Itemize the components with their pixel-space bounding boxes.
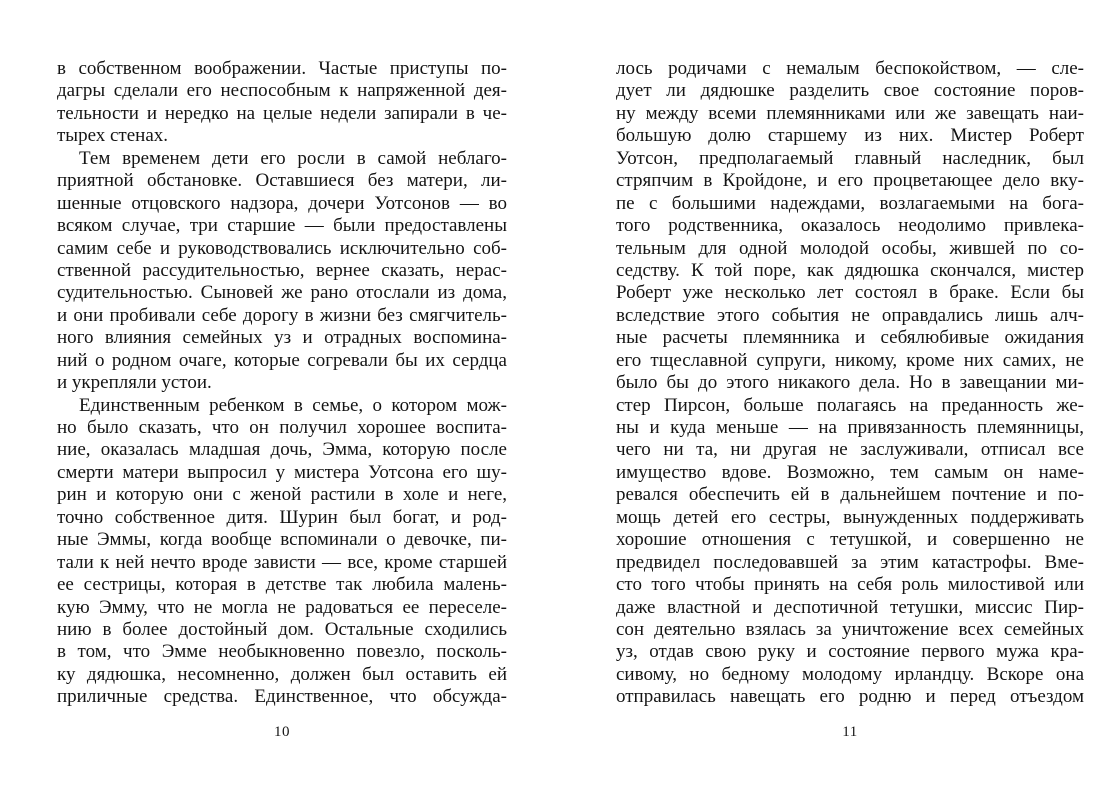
text-line-content: всяком случае, три старшие — были предоставлены [57, 215, 507, 237]
text-line-content: чего ни та, ни другая не заслуживали, отписал все [616, 439, 1084, 461]
text-line [57, 170, 507, 192]
text-line [57, 462, 507, 484]
text-line-content: ные Эммы, когда вообще вспоминали о девочке, пи- [57, 529, 507, 551]
text-line-content: стер Пирсон, больше полагаясь на преданность же- [616, 394, 1084, 416]
text-line-content: Уотсон, предполагаемый главный наследник, был [616, 147, 1084, 169]
text-line [57, 417, 507, 439]
text-line-content: того родственника, оказалось неодолимо привлека- [616, 215, 1084, 237]
text-line-content: нию в более достойный дом. Остальные сходились [57, 618, 507, 640]
text-line-content: тельности и нередко на целые недели запирали в че- [57, 102, 507, 124]
text-line [616, 58, 1084, 80]
text-line [57, 282, 507, 304]
text-line [616, 529, 1084, 551]
text-line-content: ее сестрицы, которая в детстве так любила малень- [57, 574, 507, 596]
text-line [616, 80, 1084, 102]
text-line-content: ственной рассудительностью, вернее сказать, нерас- [57, 259, 507, 281]
text-line-content: предвидел последовавшей за этим катастрофы. Вме- [616, 551, 1084, 573]
text-line-content: тельным для одной молодой особы, жившей по со- [616, 237, 1084, 259]
text-line-content: приличные средства. Единственное, что обсужда- [57, 686, 507, 708]
text-line [616, 395, 1084, 417]
text-line [616, 574, 1084, 596]
text-line [57, 260, 507, 282]
text-line [57, 305, 507, 327]
text-line-content: пе с большими надеждами, возлагаемыми на бога- [616, 192, 1084, 214]
text-line-content: отправилась навещать его родню и перед отъездом [616, 686, 1084, 708]
text-line [57, 664, 507, 686]
text-line-content: в собственном воображении. Частые приступы по- [57, 58, 507, 79]
text-line-content: уз, отдав свою руку и состояние первого мужа кра- [616, 641, 1084, 663]
text-line [616, 238, 1084, 260]
text-line-content: Тем временем дети его росли в самой неблаго- [79, 147, 507, 169]
text-line-content: приятной обстановке. Оставшиеся без матери, ли- [57, 170, 507, 192]
text-line [616, 552, 1084, 574]
right-page-number: 11 [842, 724, 858, 740]
text-line [57, 597, 507, 619]
text-line-content: мощь детей его сестры, вынужденных поддерживать [616, 506, 1084, 528]
text-line [616, 417, 1084, 439]
text-line [57, 350, 507, 372]
text-line-content: дует ли дядюшке разделить свое состояние поров- [616, 80, 1084, 102]
text-line [57, 80, 507, 102]
text-line-content: смерти матери выпросил у мистера Уотсона его шу- [57, 461, 507, 483]
text-line-content: кую Эмму, что не могла не радоваться ее переселе- [57, 596, 507, 618]
text-line [616, 462, 1084, 484]
text-line [57, 619, 507, 641]
text-line-content: судительностью. Сыновей же рано отослали из дома, [57, 282, 507, 304]
text-line-content: Единственным ребенком в семье, о котором мож- [79, 394, 507, 416]
text-line-content: лось родичами с немалым беспокойством, — сле- [616, 58, 1084, 79]
text-line [57, 395, 507, 417]
text-line [57, 552, 507, 574]
text-line [616, 148, 1084, 170]
text-line-content: рин и которую они с женой растили в холе и неге, [57, 484, 507, 506]
text-line [57, 529, 507, 551]
text-line [616, 125, 1084, 147]
text-line-content: ны и куда меньше — на привязанность племянницы, [616, 417, 1084, 438]
text-line [57, 58, 507, 80]
text-line-content: и укрепляли устои. [57, 372, 212, 394]
text-line-content: дагры сделали его неспособным к напряженной дея- [57, 80, 507, 102]
text-line [57, 103, 507, 125]
text-line [57, 574, 507, 596]
text-line-content: было бы до этого никакого дела. Но в завещании ми- [616, 372, 1084, 394]
text-line-content: но было сказать, что он получил хорошее воспита- [57, 417, 507, 438]
text-line-content: сон деятельно взялась за уничтожение всех семейных [616, 618, 1084, 640]
text-line [616, 439, 1084, 461]
text-line [57, 439, 507, 461]
text-line [616, 282, 1084, 304]
left-page-text [57, 58, 507, 709]
text-line [616, 686, 1084, 708]
text-line [57, 372, 507, 394]
text-line [616, 103, 1084, 125]
text-line-content: даже властной и деспотичной тетушки, миссис Пир- [616, 596, 1084, 618]
text-line-content: ку дядюшка, несомненно, должен был оставить ей [57, 663, 507, 685]
text-line [616, 260, 1084, 282]
text-line [616, 507, 1084, 529]
text-line [57, 125, 507, 147]
text-line [616, 641, 1084, 663]
text-line [57, 507, 507, 529]
text-line [616, 372, 1084, 394]
text-line [616, 484, 1084, 506]
text-line-content: сивому, но бедному молодому ирландцу. Вскоре она [616, 663, 1084, 685]
text-line-content: точно собственное дитя. Шурин был богат, и род- [57, 506, 507, 528]
text-line [57, 686, 507, 708]
text-line [57, 193, 507, 215]
text-line-content: имущество вдове. Возможно, тем самым он наме- [616, 461, 1084, 483]
text-line [616, 597, 1084, 619]
text-line-content: и они пробивали себе дорогу в жизни без смягчитель- [57, 304, 507, 326]
left-page-number: 10 [274, 724, 290, 740]
text-line-content: сто того чтобы принять на себя роль милостивой или [616, 574, 1084, 596]
text-line-content: хорошие отношения с тетушкой, и совершенно не [616, 529, 1084, 551]
text-line [57, 484, 507, 506]
text-line [57, 238, 507, 260]
text-line [57, 215, 507, 237]
text-line [616, 193, 1084, 215]
text-line [616, 619, 1084, 641]
text-line-content: ний о родном очаге, которые согревали бы их сердца [57, 349, 507, 371]
text-line [616, 215, 1084, 237]
text-line [616, 664, 1084, 686]
text-line-content: большую долю старшему из них. Мистер Роберт [616, 125, 1084, 147]
text-line-content: шенные отцовского надзора, дочери Уотсонов — во [57, 192, 507, 214]
text-line-content: тали к ней нечто вроде зависти — все, кроме старшей [57, 551, 507, 573]
text-line-content: тырех стенах. [57, 125, 169, 147]
text-line [616, 327, 1084, 349]
text-line-content: самим себе и руководствовались исключительно соб- [57, 237, 507, 259]
text-line-content: ревался обеспечить ей в дальнейшем почтение и по- [616, 484, 1084, 506]
text-line-content: седству. К той поре, как дядюшка скончался, мистер [616, 259, 1084, 281]
text-line-content: его тщеславной супруги, никому, кроме них самих, не [616, 349, 1084, 371]
right-page-text [616, 58, 1084, 709]
text-line [616, 305, 1084, 327]
text-line-content: ну между всеми племянниками или же завещать наи- [616, 102, 1084, 124]
text-line [57, 327, 507, 349]
text-line-content: вследствие этого события не оправдались лишь алч- [616, 304, 1084, 326]
text-line [57, 148, 507, 170]
text-line-content: в том, что Эмме необыкновенно повезло, посколь- [57, 641, 507, 663]
text-line-content: Роберт уже несколько лет состоял в браке. Если бы [616, 282, 1084, 304]
text-line [616, 350, 1084, 372]
text-line-content: стряпчим в Кройдоне, и его процветающее дело вку- [616, 170, 1084, 192]
text-line-content: ные расчеты племянника и себялюбивые ожидания [616, 327, 1084, 349]
text-line [616, 170, 1084, 192]
text-line [57, 641, 507, 663]
text-line-content: ного влияния семейных уз и отрадных воспомина- [57, 327, 507, 349]
text-line-content: ние, оказалась младшая дочь, Эмма, которую после [57, 439, 507, 461]
